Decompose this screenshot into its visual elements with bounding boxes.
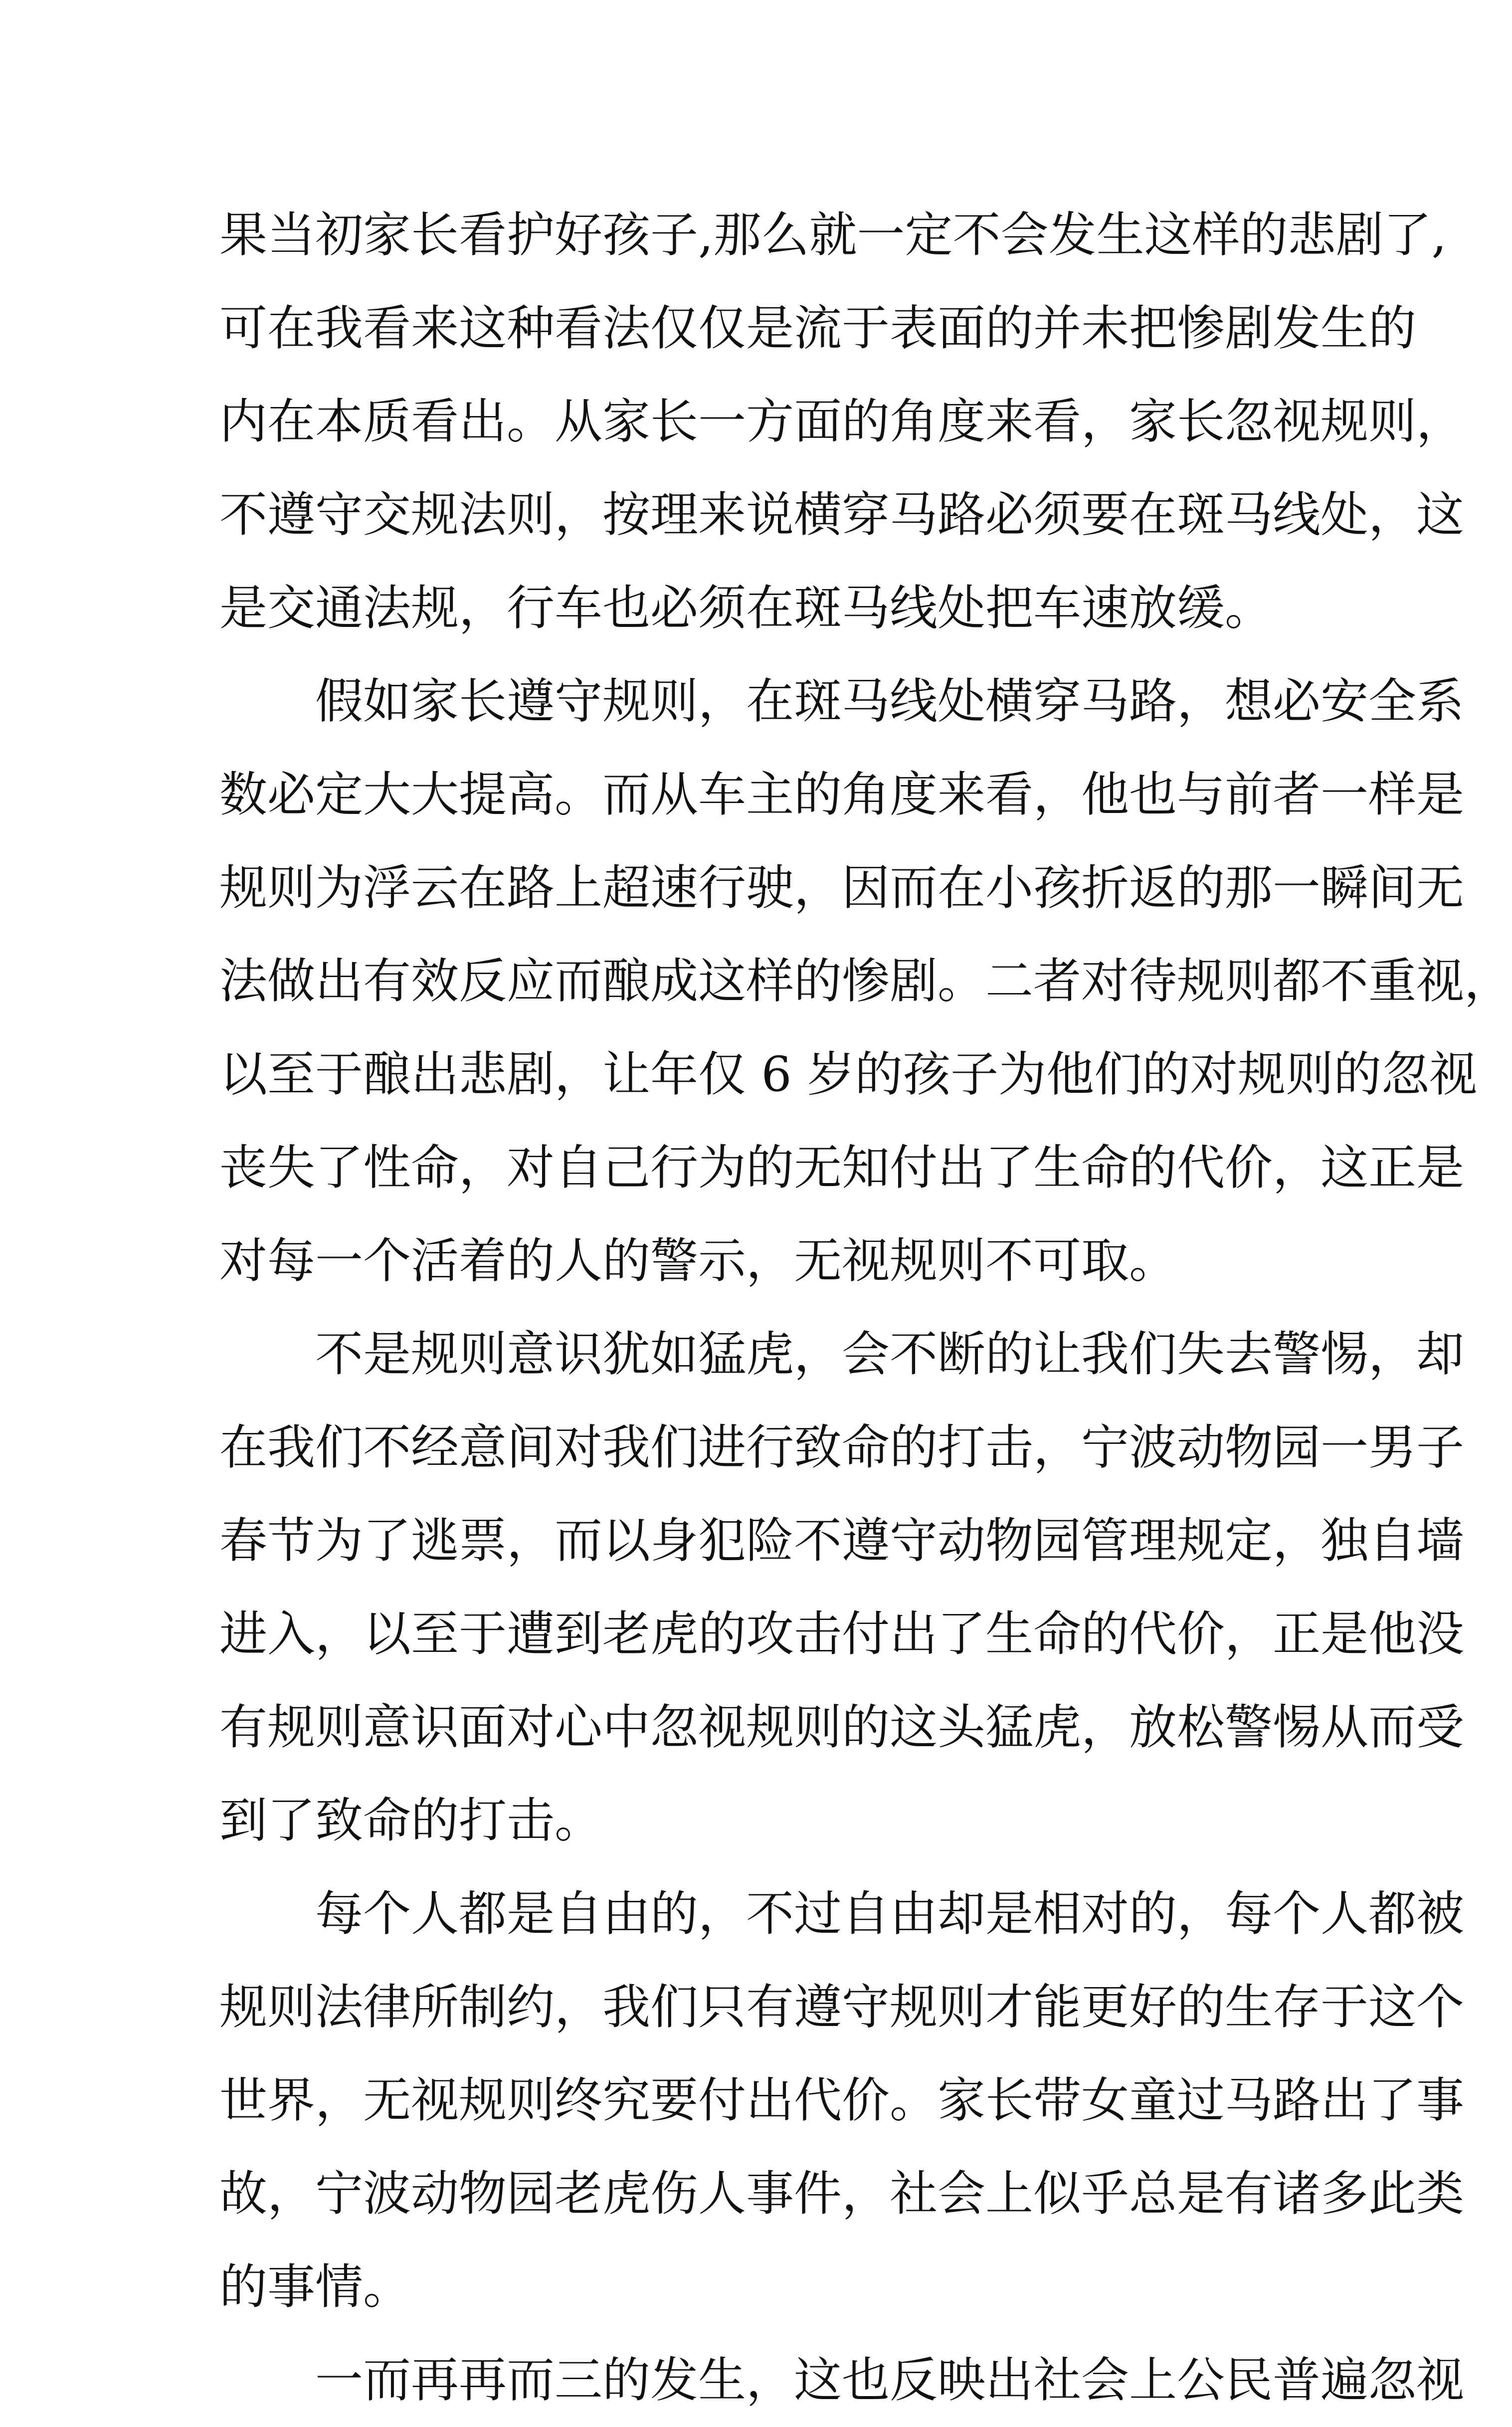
text-line: 世界，无视规则终究要付出代价。家长带女童过马路出了事 (219, 2072, 1464, 2128)
text-line: 规则为浮云在路上超速行驶，因而在小孩折返的那一瞬间无 (219, 860, 1464, 916)
text-line: 是交通法规，行车也必须在斑马线处把车速放缓。 (219, 580, 1273, 636)
text-line: 故，宁波动物园老虎伤人事件，社会上似乎总是有诸多此类 (219, 2166, 1464, 2222)
paragraph-first-line: 不是规则意识犹如猛虎，会不断的让我们失去警惕，却 (315, 1326, 1464, 1382)
paragraph-first-line: 假如家长遵守规则，在斑马线处横穿马路，想必安全系 (315, 673, 1464, 729)
text-line: 可在我看来这种看法仅仅是流于表面的并未把惨剧发生的 (219, 300, 1416, 356)
text-line: 的事情。 (219, 2259, 411, 2315)
text-line: 内在本质看出。从家长一方面的角度来看，家长忽视规则， (219, 394, 1464, 449)
text-line: 有规则意识面对心中忽视规则的这头猛虎，放松警惕从而受 (219, 1699, 1464, 1755)
body-text (219, 189, 1512, 2427)
text-line: 到了致命的打击。 (219, 1793, 602, 1848)
text-line: 数必定大大提高。而从车主的角度来看，他也与前者一样是 (219, 767, 1464, 822)
text-line: 丧失了性命，对自己行为的无知付出了生命的代价，这正是 (219, 1140, 1464, 1196)
paragraph-first-line: 每个人都是自由的，不过自由却是相对的，每个人都被 (315, 1886, 1464, 1942)
text-line: 在我们不经意间对我们进行致命的打击，宁波动物园一男子 (219, 1419, 1464, 1475)
text-line: 规则法律所制约，我们只有遵守规则才能更好的生存于这个 (219, 1979, 1464, 2035)
text-line: 果当初家长看护好孩子,那么就一定不会发生这样的悲剧了, (219, 207, 1447, 263)
text-line: 对每一个活着的人的警示，无视规则不可取。 (219, 1233, 1177, 1289)
text-line: 进入，以至于遭到老虎的攻击付出了生命的代价，正是他没 (219, 1606, 1464, 1662)
text-line: 春节为了逃票，而以身犯险不遵守动物园管理规定，独自墙 (219, 1513, 1464, 1569)
text-line: 不遵守交规法则，按理来说横穿马路必须要在斑马线处，这 (219, 487, 1464, 543)
text-line: 以至于酿出悲剧，让年仅 6 岁的孩子为他们的对规则的忽视 (219, 1046, 1478, 1102)
paragraph-first-line: 一而再再而三的发生，这也反映出社会上公民普遍忽视 (315, 2352, 1464, 2408)
text-line: 法做出有效反应而酿成这样的惨剧。二者对待规则都不重视， (219, 953, 1512, 1009)
